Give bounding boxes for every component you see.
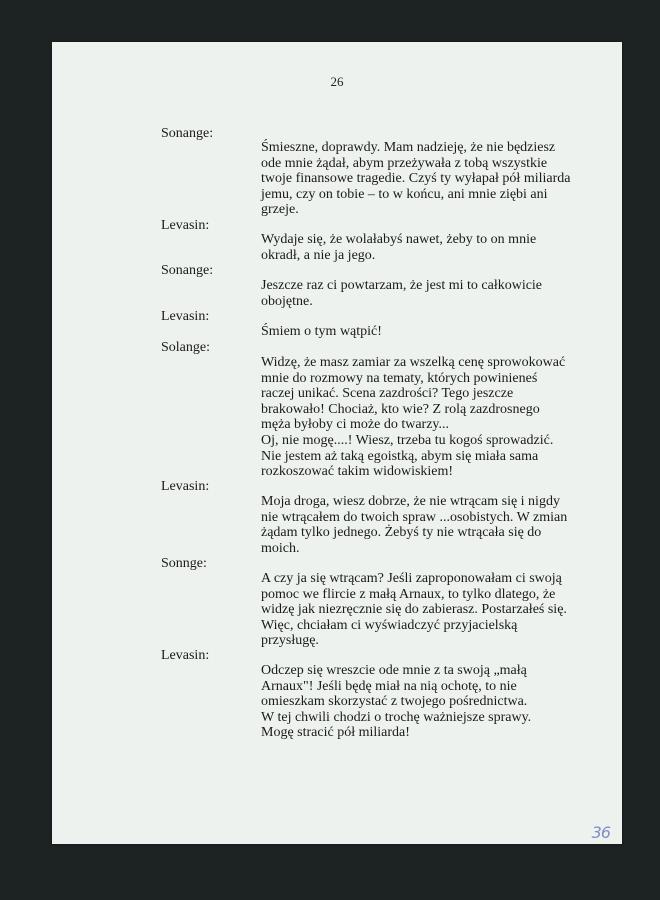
speech-text: [261, 278, 571, 309]
speech-line: brakowało! Chociaż, kto wie? Z rolą zazdrosnego: [261, 401, 540, 417]
speech-line: Śmiem o tym wątpić!: [261, 324, 382, 339]
speech-text: [261, 140, 571, 218]
speech-line: Oj, nie mogę....! Wiesz, trzeba tu kogoś sprowadzić.: [261, 432, 554, 448]
speaker-label: Levasin:: [161, 218, 210, 233]
speech-line: nie wtrącałem do twoich spraw ...osobistych. W zmian: [261, 509, 568, 525]
speech-line: Widzę, że masz zamiar za wszelką cenę sprowokować: [261, 355, 566, 370]
speech-line: W tej chwili chodzi o trochę ważniejsze sprawy.: [261, 709, 532, 725]
speech-line: żądam tylko jednego. Żebyś ty nie wtrącała się do: [261, 525, 542, 541]
document-page: [52, 42, 622, 844]
speaker-label: Solange:: [161, 340, 210, 355]
handwritten-page-number: 36: [591, 823, 610, 842]
speech-line: omieszkam skorzystać z twojego pośrednictwa.: [261, 694, 528, 710]
speech-text: [261, 571, 571, 649]
speech-line: mnie do rozmowy na tematy, których powinieneś: [261, 370, 538, 386]
speaker-label: Levasin:: [161, 479, 210, 494]
speech-line: A czy ja się wtrącam? Jeśli zaproponowałam ci swoją: [261, 571, 562, 586]
speech-line: Odczep się wreszcie ode mnie z ta swoją „małą: [261, 663, 527, 678]
speech-line: rozkoszować takim widowiskiem!: [261, 464, 454, 480]
speech-line: Więc, chciałam ci wyświadczyć przyjacielską: [261, 617, 518, 633]
speech-line: Moja droga, wiesz dobrze, że nie wtrącam się i nigdy: [261, 494, 560, 509]
speech-line: Śmieszne, doprawdy. Mam nadzieję, że nie będziesz: [261, 140, 556, 155]
speech-line: jemu, czy on tobie – to w końcu, ani mnie ziębi ani: [261, 186, 548, 202]
speaker-label: Sonange:: [161, 263, 214, 278]
speech-line: Jeszcze raz ci powtarzam, że jest mi to całkowicie: [261, 278, 543, 293]
speech-line: grzeje.: [261, 202, 299, 218]
speech-line: Mogę stracić pół miliarda!: [261, 725, 410, 741]
speaker-label: Sonange:: [161, 126, 214, 141]
speech-line: Arnaux"! Jeśli będę miał na nią ochotę, to nie: [261, 678, 517, 694]
speech-line: Wydaje się, że wolałabyś nawet, żeby to on mnie: [261, 232, 537, 247]
speaker-label: Levasin:: [161, 648, 210, 663]
speech-line: pomoc we flircie z małą Arnaux, to tylko dlatego, że: [261, 586, 556, 602]
speech-line: okradł, a nie ja jego.: [261, 247, 376, 263]
speech-line: twoje finansowe tragedie. Czyś ty wyłapał pół miliarda: [261, 171, 571, 187]
speech-text: [261, 324, 571, 340]
speech-line: ode mnie żądał, abym przeżywała z tobą wszystkie: [261, 155, 548, 171]
speech-text: [261, 232, 571, 263]
speech-text: [261, 663, 571, 741]
speaker-label: Sonnge:: [161, 556, 207, 571]
speaker-label: Levasin:: [161, 309, 210, 324]
speech-text: [261, 355, 571, 480]
speech-line: męża byłoby ci może do twarzy...: [261, 417, 450, 433]
speech-line: przysługę.: [261, 633, 319, 649]
speech-line: raczej unikać. Scena zazdrości? Tego jeszcze: [261, 386, 514, 402]
speech-line: obojętne.: [261, 293, 313, 309]
speech-line: moich.: [261, 540, 300, 556]
speech-text: [261, 494, 571, 556]
speech-line: Nie jestem aż taką egoistką, abym się miała sama: [261, 448, 539, 464]
speech-line: widzę jak niezręcznie się do zabierasz. Postarzałeś się.: [261, 602, 567, 618]
page-number: 26: [330, 74, 344, 89]
